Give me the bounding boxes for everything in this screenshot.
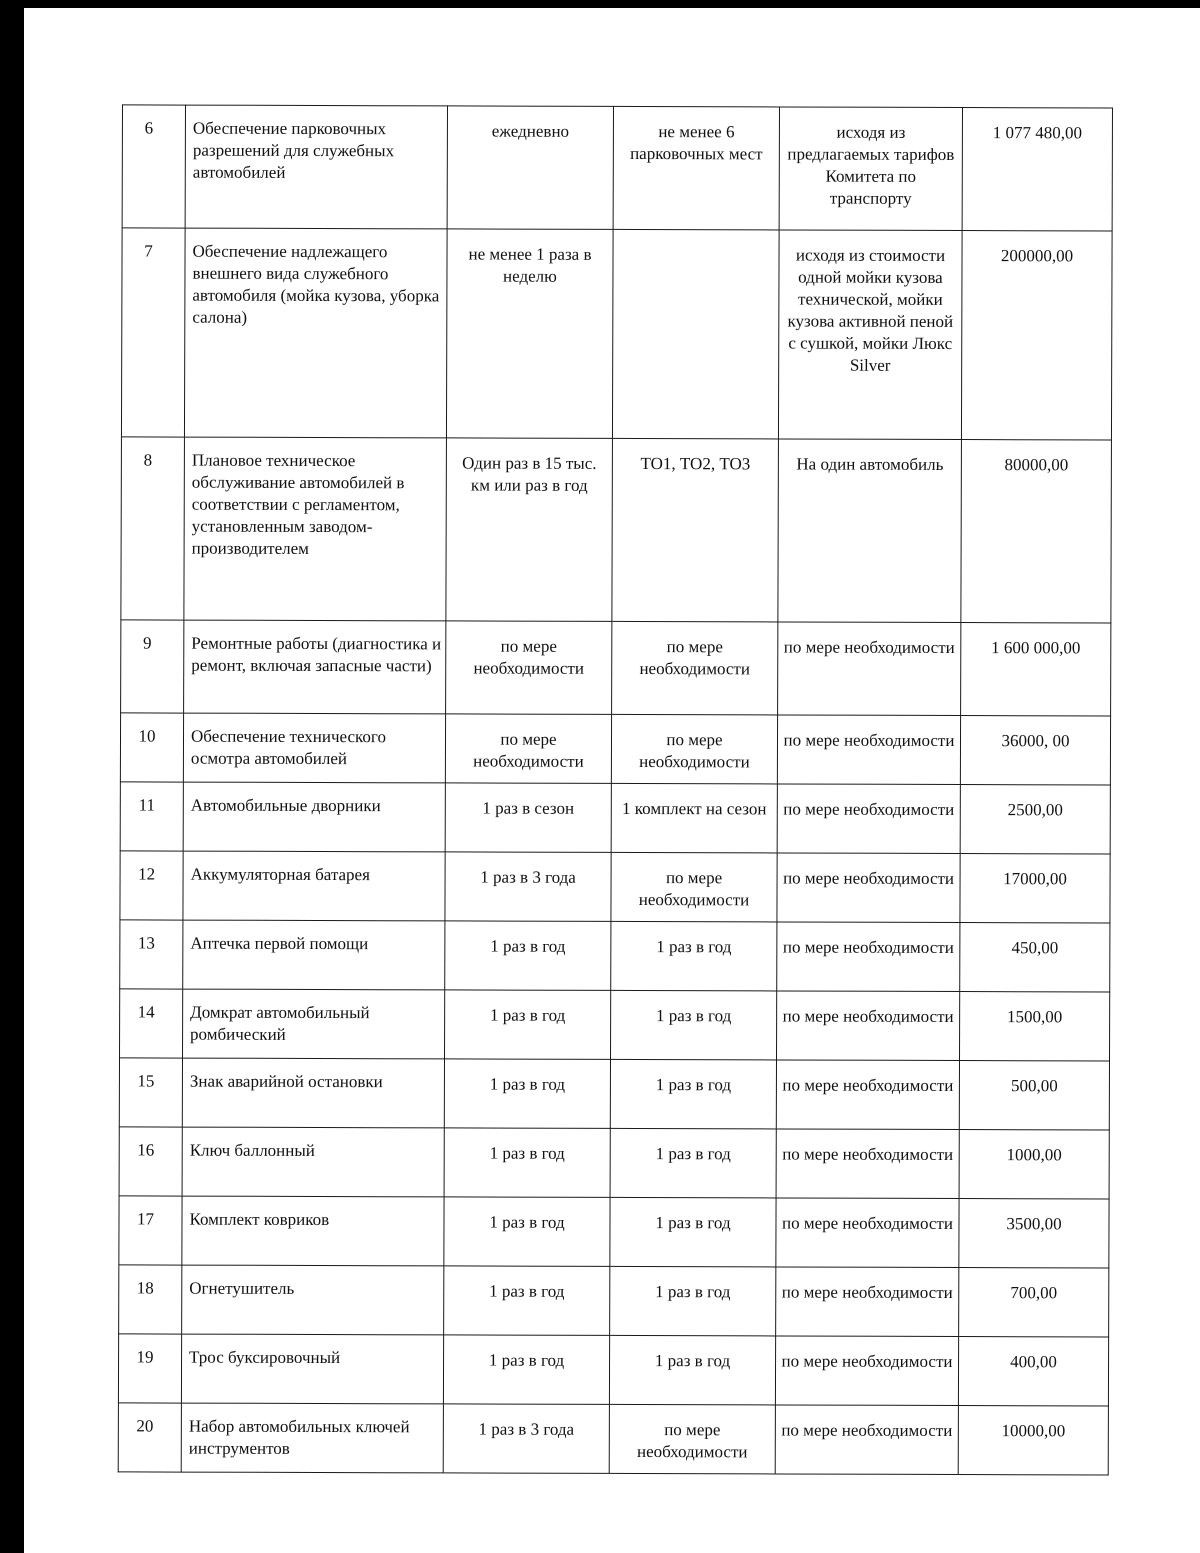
row-sum: 1000,00	[1006, 1145, 1062, 1165]
row-basis: по мере необходимости	[783, 730, 955, 751]
row-frequency-cell	[444, 1197, 610, 1267]
row-number-cell	[119, 1265, 182, 1334]
row-basis: На один автомобиль	[796, 454, 944, 474]
row-norm-cell	[611, 990, 777, 1060]
row-basis: по мере необходимости	[783, 799, 955, 820]
row-frequency: 1 раз в год	[489, 1212, 565, 1232]
row-sum: 80000,00	[1004, 455, 1069, 475]
row-norm: не менее 6 парковочных мест	[630, 122, 763, 164]
row-norm-cell	[612, 229, 779, 439]
row-sum-cell	[958, 1337, 1108, 1406]
row-number: 15	[137, 1071, 155, 1091]
row-name: Плановое техническое обслуживание автомобилей в соответствии с регламентом, установленным заводом-производителем	[191, 450, 405, 558]
row-name: Ключ баллонный	[189, 1140, 315, 1160]
row-number: 19	[136, 1347, 154, 1367]
row-frequency: не менее 1 раза в неделю	[468, 244, 592, 286]
row-norm-cell	[611, 921, 777, 991]
row-sum-cell	[961, 440, 1112, 623]
row-number: 13	[137, 933, 155, 953]
row-basis: по мере необходимости	[782, 937, 954, 958]
table-row	[119, 1265, 1109, 1337]
row-name-cell	[183, 989, 445, 1059]
table-row	[120, 782, 1110, 854]
row-name: Аккумуляторная батарея	[190, 864, 370, 885]
row-name-cell	[182, 1058, 444, 1128]
row-frequency: 1 раз в год	[489, 1005, 566, 1025]
row-norm: ТО1, ТО2, ТО3	[640, 454, 751, 474]
row-basis: по мере необходимости	[781, 1420, 953, 1440]
row-frequency-cell	[443, 1335, 609, 1405]
row-frequency: 1 раз в 3 года	[480, 867, 576, 887]
row-frequency: 1 раз в 3 года	[478, 1419, 575, 1439]
row-norm: по мере необходимости	[636, 1420, 748, 1462]
row-name: Комплект ковриков	[189, 1209, 330, 1230]
row-number-cell	[119, 1196, 182, 1265]
row-sum-cell	[959, 1268, 1109, 1337]
row-number-cell	[120, 920, 183, 989]
row-number-cell	[120, 782, 183, 851]
row-number: 6	[144, 118, 154, 138]
row-basis-cell	[778, 230, 962, 440]
row-sum-cell	[962, 108, 1112, 231]
row-sum-cell	[961, 623, 1111, 716]
row-norm: 1 раз в год	[655, 1006, 732, 1026]
row-basis-cell	[776, 1267, 959, 1337]
row-number-cell	[118, 1403, 181, 1472]
table-row	[121, 228, 1112, 440]
row-frequency-cell	[445, 783, 611, 853]
row-frequency: 1 раз в год	[488, 1350, 565, 1370]
table-row	[122, 105, 1112, 231]
table-body	[118, 105, 1112, 1475]
row-name: Набор автомобильных ключей инструментов	[188, 1416, 410, 1458]
services-table	[118, 104, 1113, 1475]
row-norm: 1 раз в год	[656, 937, 732, 957]
table-row	[119, 1058, 1109, 1130]
row-basis-cell	[778, 622, 961, 716]
row-basis: по мере необходимости	[783, 637, 955, 658]
row-frequency-cell	[445, 714, 611, 784]
row-basis: по мере необходимости	[781, 1282, 953, 1302]
row-norm: 1 раз в год	[654, 1351, 731, 1371]
row-norm: 1 комплект на сезон	[621, 798, 767, 819]
row-number: 10	[138, 726, 156, 746]
row-sum-cell	[959, 992, 1109, 1061]
table-row	[119, 1196, 1109, 1268]
row-sum: 450,00	[1011, 938, 1059, 958]
row-sum: 17000,00	[1003, 869, 1067, 889]
row-sum: 400,00	[1010, 1352, 1057, 1372]
row-sum-cell	[960, 785, 1110, 854]
row-name-cell	[183, 920, 445, 990]
row-frequency: Один раз в 15 тыс. км или раз в год	[462, 453, 597, 495]
row-number-cell	[122, 105, 185, 228]
row-basis-cell	[775, 1405, 958, 1475]
row-number: 12	[138, 864, 156, 884]
row-sum-cell	[958, 1406, 1108, 1475]
table-row	[121, 620, 1111, 716]
row-norm-cell	[613, 106, 779, 230]
row-norm: по мере необходимости	[639, 637, 751, 679]
row-name-cell	[184, 228, 447, 438]
row-sum: 1 077 480,00	[992, 123, 1083, 143]
scan-top-border	[0, 0, 1200, 8]
row-name: Знак аварийной остановки	[189, 1071, 383, 1092]
row-name: Аптечка первой помощи	[190, 933, 369, 954]
row-name: Домкрат автомобильный ромбический	[190, 1002, 370, 1044]
row-frequency: по мере необходимости	[473, 729, 584, 771]
row-name-cell	[181, 1403, 443, 1473]
row-norm-cell	[610, 1197, 776, 1267]
row-name-cell	[182, 1196, 444, 1266]
row-sum-cell	[959, 1061, 1109, 1130]
row-name: Огнетушитель	[189, 1278, 295, 1298]
row-name-cell	[183, 713, 445, 783]
table-row	[120, 920, 1110, 992]
row-name-cell	[184, 620, 446, 714]
row-frequency-cell	[447, 106, 613, 230]
row-norm-cell	[610, 1128, 776, 1198]
row-frequency-cell	[446, 621, 612, 715]
row-name-cell	[183, 851, 445, 921]
row-number: 11	[138, 795, 156, 815]
row-number: 8	[143, 450, 153, 470]
row-basis-cell	[776, 1060, 959, 1130]
row-basis: по мере необходимости	[781, 1213, 954, 1233]
row-basis-cell	[777, 991, 960, 1061]
row-name: Автомобильные дворники	[190, 795, 381, 816]
row-basis: по мере необходимости	[782, 1075, 954, 1095]
row-frequency-cell	[443, 1404, 609, 1474]
row-frequency-cell	[444, 1128, 610, 1198]
row-sum-cell	[960, 854, 1110, 923]
row-name-cell	[184, 437, 447, 621]
row-number-cell	[118, 1334, 181, 1403]
row-frequency: ежедневно	[491, 121, 570, 141]
row-norm: по мере необходимости	[639, 730, 750, 772]
row-number: 14	[137, 1002, 155, 1022]
row-norm: 1 раз в год	[655, 1282, 731, 1302]
row-norm-cell	[612, 438, 779, 622]
table-row	[118, 1334, 1108, 1406]
row-basis: по мере необходимости	[782, 1006, 954, 1027]
row-name-cell	[181, 1334, 443, 1404]
row-basis-cell	[777, 853, 960, 923]
row-norm: 1 раз в год	[655, 1075, 732, 1095]
table-row	[120, 713, 1110, 785]
row-number: 16	[137, 1140, 155, 1160]
row-sum: 3500,00	[1006, 1214, 1062, 1234]
row-sum: 36000, 00	[1001, 731, 1070, 751]
row-number-cell	[119, 1058, 182, 1127]
row-sum-cell	[961, 231, 1112, 440]
row-basis-cell	[777, 922, 960, 992]
row-frequency: 1 раз в год	[489, 1281, 565, 1301]
row-basis: по мере необходимости	[782, 1144, 954, 1164]
row-number-cell	[121, 437, 185, 620]
row-sum: 1 600 000,00	[991, 638, 1081, 658]
row-norm-cell	[611, 852, 777, 922]
row-frequency: 1 раз в год	[489, 1074, 566, 1094]
row-norm: 1 раз в год	[655, 1213, 731, 1233]
row-basis: исходя из стоимости одной мойки кузова технической, мойки кузова активной пеной с сушкой, мойки Люкс Silver	[787, 245, 954, 375]
scan-left-border	[0, 0, 24, 1553]
row-name-cell	[182, 1265, 444, 1335]
table-row	[119, 1127, 1109, 1199]
row-norm-cell	[610, 1059, 776, 1129]
row-number-cell	[120, 713, 183, 782]
row-sum-cell	[960, 716, 1110, 785]
row-basis-cell	[775, 1336, 958, 1406]
table-row	[120, 851, 1110, 923]
row-number: 7	[144, 241, 153, 261]
row-frequency-cell	[444, 1266, 610, 1336]
row-basis-cell	[777, 784, 960, 854]
row-name: Обеспечение технического осмотра автомобилей	[190, 726, 387, 769]
row-sum: 2500,00	[1007, 800, 1063, 820]
row-number-cell	[120, 851, 183, 920]
row-basis-cell	[779, 107, 962, 231]
row-basis: по мере необходимости	[781, 1351, 953, 1371]
row-norm-cell	[611, 783, 777, 853]
row-norm-cell	[609, 1404, 775, 1474]
row-basis-cell	[776, 1129, 959, 1199]
row-name-cell	[183, 782, 445, 852]
row-frequency-cell	[445, 852, 611, 922]
row-frequency: 1 раз в год	[490, 936, 566, 956]
row-sum-cell	[960, 923, 1110, 992]
row-number-cell	[120, 989, 183, 1058]
row-name: Обеспечение надлежащего внешнего вида служебного автомобиля (мойка кузова, уборка салона)	[192, 241, 440, 327]
row-basis-cell	[776, 1198, 959, 1268]
row-norm-cell	[609, 1335, 775, 1405]
row-number-cell	[121, 228, 185, 437]
row-sum: 200000,00	[1000, 246, 1074, 266]
row-norm-cell	[611, 714, 777, 784]
row-basis: исходя из предлагаемых тарифов Комитета по транспорту	[787, 122, 955, 208]
row-frequency: по мере необходимости	[473, 636, 585, 678]
row-frequency-cell	[444, 1059, 610, 1129]
row-number-cell	[121, 620, 184, 713]
row-norm	[614, 230, 779, 251]
row-frequency-cell	[446, 229, 613, 439]
row-frequency-cell	[445, 990, 611, 1060]
row-number: 20	[136, 1416, 154, 1436]
row-name: Трос буксировочный	[189, 1347, 341, 1368]
table-row	[120, 989, 1110, 1061]
row-basis-cell	[777, 715, 960, 785]
row-frequency-cell	[445, 921, 611, 991]
row-basis: по мере необходимости	[783, 868, 955, 889]
table-row	[118, 1403, 1108, 1475]
row-norm-cell	[612, 621, 778, 715]
table-wrapper	[0, 104, 1200, 1462]
row-number: 9	[143, 633, 152, 653]
row-frequency: 1 раз в сезон	[482, 798, 575, 818]
row-frequency: 1 раз в год	[489, 1143, 565, 1163]
row-number: 18	[136, 1278, 154, 1298]
row-sum-cell	[959, 1199, 1109, 1268]
row-norm: 1 раз в год	[655, 1144, 731, 1164]
row-sum: 10000,00	[1001, 1421, 1066, 1441]
row-number-cell	[119, 1127, 182, 1196]
table-row	[121, 437, 1112, 623]
row-name: Обеспечение парковочных разрешений для служебных автомобилей	[192, 118, 395, 182]
row-sum: 500,00	[1011, 1076, 1058, 1096]
row-name-cell	[185, 105, 447, 229]
row-sum: 1500,00	[1006, 1007, 1063, 1027]
row-sum: 700,00	[1010, 1283, 1058, 1303]
row-frequency-cell	[446, 438, 613, 622]
row-name: Ремонтные работы (диагностика и ремонт, включая запасные части)	[191, 633, 442, 676]
row-name-cell	[182, 1127, 444, 1197]
row-number: 17	[136, 1209, 155, 1229]
row-norm-cell	[610, 1266, 776, 1336]
row-basis-cell	[778, 439, 962, 623]
row-norm: по мере необходимости	[638, 868, 750, 910]
row-sum-cell	[959, 1130, 1109, 1199]
